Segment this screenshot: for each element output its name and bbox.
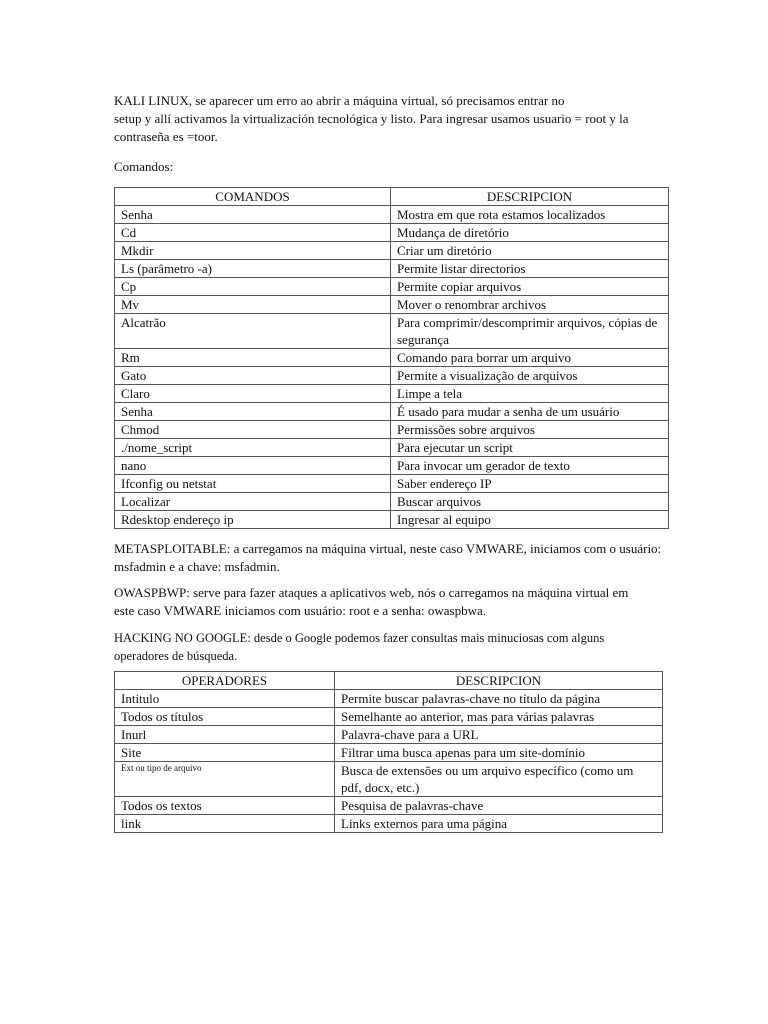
table-cell-description: Criar um diretório: [391, 242, 669, 260]
table-cell-description: Mover o renombrar archivos: [391, 296, 669, 314]
table-cell-name: Ext ou tipo de arquivo: [115, 762, 335, 797]
table-cell-name: Intitulo: [115, 690, 335, 708]
intro-line-1: KALI LINUX, se aparecer um erro ao abrir a máquina virtual, só precisamos entrar no: [114, 93, 565, 108]
table-row: [115, 421, 669, 439]
table-row: [115, 314, 669, 349]
table-row: [115, 242, 669, 260]
owaspbwp-line-2: este caso VMWARE iniciamos com usuário: root e a senha: owaspbwa.: [114, 603, 486, 618]
table-row: [115, 726, 663, 744]
table-cell-description: Para ejecutar un script: [391, 439, 669, 457]
table-cell-name: Inurl: [115, 726, 335, 744]
table-row: [115, 349, 669, 367]
table-row: [115, 296, 669, 314]
operators-table: [114, 671, 663, 833]
table-header-row: [115, 188, 669, 206]
table-cell-name: Senha: [115, 206, 391, 224]
table-cell-description: É usado para mudar a senha de um usuário: [391, 403, 669, 421]
table-cell-name: Senha: [115, 403, 391, 421]
column-header: OPERADORES: [115, 672, 335, 690]
intro-line-2: setup y allí activamos la virtualización tecnológica y listo. Para ingresar usamos usuario = root y la: [114, 111, 629, 126]
table-cell-name: Todos os textos: [115, 797, 335, 815]
table-row: [115, 762, 663, 797]
table-cell-name: nano: [115, 457, 391, 475]
table-cell-name: Alcatrão: [115, 314, 391, 349]
table-row: [115, 385, 669, 403]
table-cell-name: Mv: [115, 296, 391, 314]
table-row: [115, 224, 669, 242]
table-cell-description: Filtrar uma busca apenas para um site-domínio: [335, 744, 663, 762]
table-cell-name: Claro: [115, 385, 391, 403]
metasploitable-line-2: msfadmin e a chave: msfadmin.: [114, 559, 280, 574]
table-cell-description: Buscar arquivos: [391, 493, 669, 511]
table-cell-description: Permite a visualização de arquivos: [391, 367, 669, 385]
table-row: [115, 475, 669, 493]
owaspbwp-paragraph: [114, 584, 674, 620]
table-cell-name: link: [115, 815, 335, 833]
table-cell-name: ./nome_script: [115, 439, 391, 457]
table-cell-description: Permissões sobre arquivos: [391, 421, 669, 439]
table-cell-name: Chmod: [115, 421, 391, 439]
table-row: [115, 278, 669, 296]
table-cell-description: Permite copiar arquivos: [391, 278, 669, 296]
table-row: [115, 511, 669, 529]
table-cell-description: Permite buscar palavras-chave no título da página: [335, 690, 663, 708]
table-cell-description: Links externos para uma página: [335, 815, 663, 833]
table-cell-description: Mostra em que rota estamos localizados: [391, 206, 669, 224]
table-cell-description: Palavra-chave para a URL: [335, 726, 663, 744]
table-cell-name: Rm: [115, 349, 391, 367]
table-header-row: [115, 672, 663, 690]
table-row: [115, 493, 669, 511]
table-cell-name: Ifconfig ou netstat: [115, 475, 391, 493]
column-header: DESCRIPCION: [335, 672, 663, 690]
table-cell-name: Gato: [115, 367, 391, 385]
table-cell-description: Mudança de diretório: [391, 224, 669, 242]
table-row: [115, 708, 663, 726]
table-row: [115, 260, 669, 278]
table-cell-description: Limpe a tela: [391, 385, 669, 403]
owaspbwp-line-1: OWASPBWP: serve para fazer ataques a aplicativos web, nós o carregamos na máquina virtual em: [114, 585, 629, 600]
intro-line-3: contraseña es =toor.: [114, 129, 218, 144]
table-cell-name: Localizar: [115, 493, 391, 511]
table-row: [115, 744, 663, 762]
table-cell-name: Mkdir: [115, 242, 391, 260]
table-cell-name: Site: [115, 744, 335, 762]
kali-linux-paragraph: [114, 92, 674, 146]
table-cell-description: Comando para borrar um arquivo: [391, 349, 669, 367]
table-row: [115, 457, 669, 475]
column-header: DESCRIPCION: [391, 188, 669, 206]
table-row: [115, 206, 669, 224]
table-cell-description: Para comprimir/descomprimir arquivos, cópias de segurança: [391, 314, 669, 349]
commands-table: [114, 187, 669, 529]
table-cell-description: Busca de extensões ou um arquivo específico (como um pdf, docx, etc.): [335, 762, 663, 797]
table-row: [115, 690, 663, 708]
table-cell-description: Pesquisa de palavras-chave: [335, 797, 663, 815]
table-cell-description: Ingresar al equipo: [391, 511, 669, 529]
table-cell-name: Cp: [115, 278, 391, 296]
table-cell-description: Semelhante ao anterior, mas para várias palavras: [335, 708, 663, 726]
metasploitable-line-1: METASPLOITABLE: a carregamos na máquina virtual, neste caso VMWARE, iniciamos com o usuário:: [114, 541, 662, 556]
table-cell-name: Rdesktop endereço ip: [115, 511, 391, 529]
table-cell-name: Ls (parâmetro -a): [115, 260, 391, 278]
table-row: [115, 815, 663, 833]
metasploitable-paragraph: [114, 540, 674, 576]
table-row: [115, 797, 663, 815]
table-cell-description: Para invocar um gerador de texto: [391, 457, 669, 475]
table-row: [115, 439, 669, 457]
hacking-google-paragraph: [114, 629, 674, 665]
table-cell-description: Saber endereço IP: [391, 475, 669, 493]
hacking-line-1: HACKING NO GOOGLE: desde o Google podemos fazer consultas mais minuciosas com alguns: [114, 631, 605, 645]
table-row: [115, 403, 669, 421]
table-row: [115, 367, 669, 385]
table-cell-name: Cd: [115, 224, 391, 242]
document-page: [114, 92, 674, 833]
hacking-line-2: operadores de búsqueda.: [114, 649, 238, 663]
column-header: COMANDOS: [115, 188, 391, 206]
table-cell-name: Todos os títulos: [115, 708, 335, 726]
table-cell-description: Permite listar directorios: [391, 260, 669, 278]
commands-label: Comandos:: [114, 159, 174, 174]
